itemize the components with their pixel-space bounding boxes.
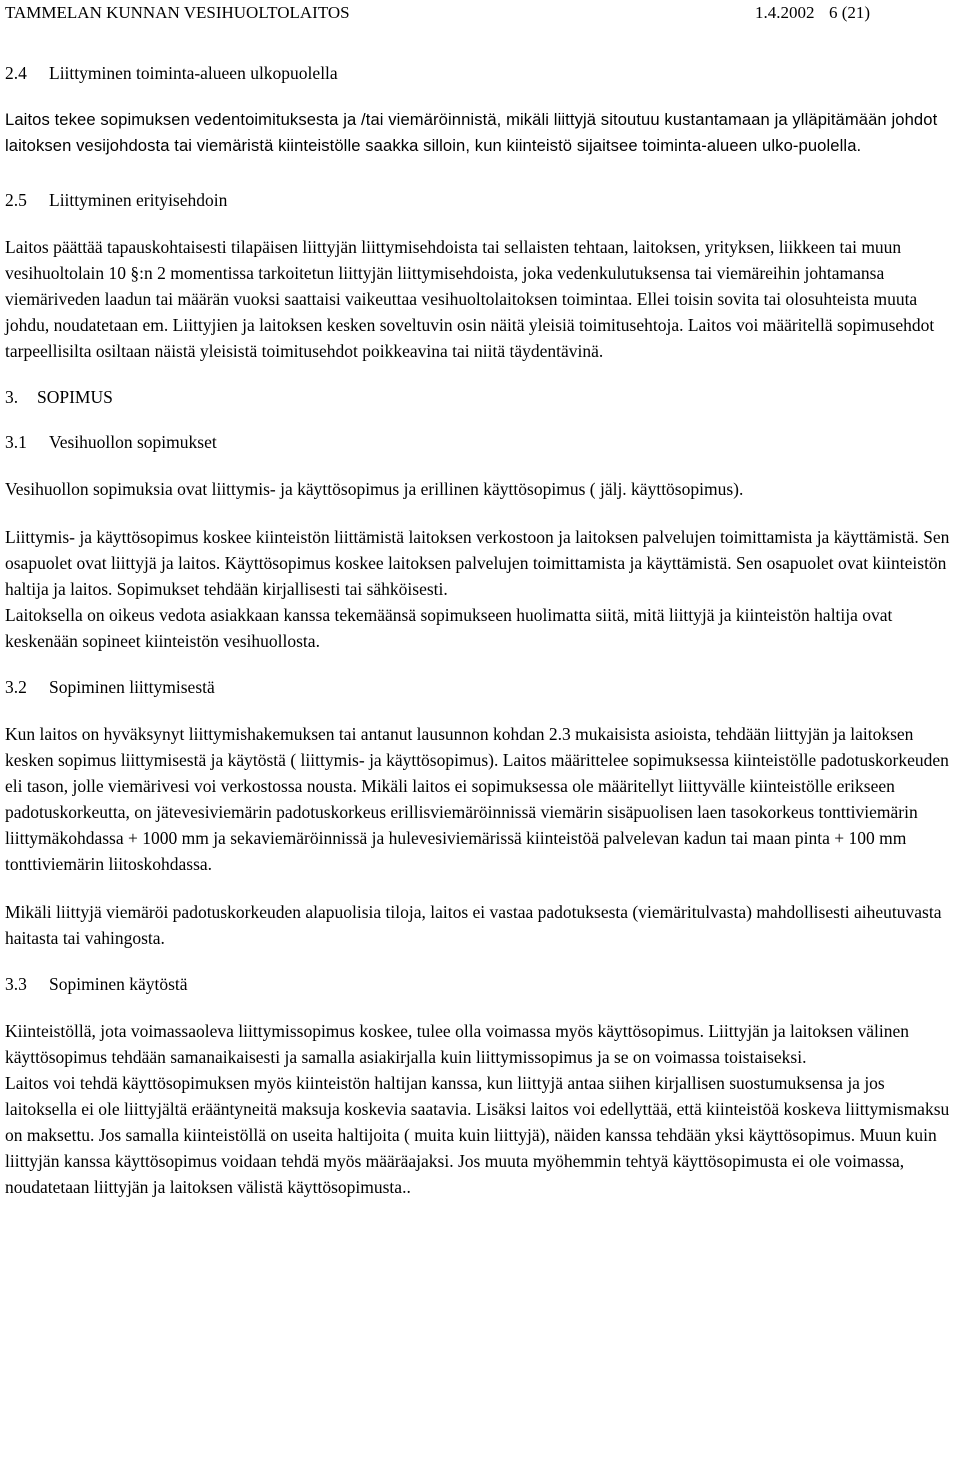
paragraph: Vesihuollon sopimuksia ovat liittymis- ja käyttösopimus ja erillinen käyttösopimus ( jälj. käyttösopimus). bbox=[5, 479, 744, 499]
section-title: Sopiminen liittymisestä bbox=[49, 677, 215, 697]
paragraph: Laitos voi tehdä käyttösopimuksen myös kiinteistön haltijan kanssa, kun liittyjä antaa siihen kirjallisen suostumuksensa ja jos laitoksella ei ole liittyjältä erääntyneitä maksuja koskevia saatavia. Lisäksi laitos voi edellyttää, että kiinteistöä koskeva liittymismaksu on maksettu. Jos samalla kiinteistöllä on useita haltijoita ( muita kuin liittyjä), näiden kanssa tehdään yksi käyttösopimus. Muun kuin liittyjän kanssa käyttösopimus voidaan tehdä myös määräajaksi. Jos muuta myöhemmin tehtyä käyttösopimusta ei ole voimassa, noudatetaan liittyjän ja laitoksen välistä käyttösopimusta.. bbox=[5, 1073, 950, 1197]
section-heading bbox=[5, 386, 957, 409]
paragraph: Laitos päättää tapauskohtaisesti tilapäisen liittyjän liittymisehdoista tai sellaisten tehtaan, laitoksen, yrityksen, liikkeen tai muun vesihuoltolain 10 §:n 2 momentissa tarkoitetun liittyjän liittymisehdoista, joka vedenkulutuksensa tai viemäreihin johtamansa viemäriveden laadun tai määrän vuoksi saattaisi vaikeuttaa vesihuoltolaitoksen toimintaa. Ellei toisin sovita tai olosuhteista muuta johdu, noudatetaan em. Liittyjien ja laitoksen kesken soveltuvin osin näitä yleisiä toimitusehtoja. Laitos voi määritellä sopimusehdot tarpeellisilta osiltaan näistä yleisistä toimitusehdot poikkeavina tai niitä täydentävinä. bbox=[5, 237, 935, 361]
section-number: 2.5 bbox=[5, 190, 27, 210]
section-number: 3.1 bbox=[5, 432, 27, 452]
section-heading bbox=[5, 676, 957, 699]
paragraph: Laitoksella on oikeus vedota asiakkaan kanssa tekemäänsä sopimukseen huolimatta siitä, mitä liittyjä ja kiinteistön haltija ovat keskenään sopineet kiinteistön vesihuollosta. bbox=[5, 605, 893, 651]
header-page-number: 6 (21) bbox=[829, 3, 871, 22]
header-date: 1.4.2002 bbox=[755, 3, 815, 22]
paragraph: Kiinteistöllä, jota voimassaoleva liittymissopimus koskee, tulee olla voimassa myös käyttösopimus. Liittyjän ja laitoksen välinen käyttösopimus tehdään samanaikaisesti ja samalla asiakirjalla kuin liittymissopimus ja se on voimassa toistaiseksi. bbox=[5, 1021, 910, 1067]
section-number: 2.4 bbox=[5, 63, 27, 83]
section-heading bbox=[5, 431, 957, 454]
header-title: TAMMELAN KUNNAN VESIHUOLTOLAITOS bbox=[5, 3, 350, 22]
section-number: 3.3 bbox=[5, 974, 27, 994]
page-header bbox=[5, 0, 955, 26]
paragraph: Mikäli liittyjä viemäröi padotuskorkeuden alapuolisia tiloja, laitos ei vastaa padotuksesta (viemäritulvasta) mahdollisesti aiheutuvasta haitasta tai vahingosta. bbox=[5, 902, 942, 948]
section-heading bbox=[5, 973, 957, 996]
section-title: Liittyminen erityisehdoin bbox=[49, 190, 228, 210]
section-heading bbox=[5, 189, 957, 212]
section-number: 3.2 bbox=[5, 677, 27, 697]
section-number: 3. bbox=[5, 387, 19, 407]
paragraph: Kun laitos on hyväksynyt liittymishakemuksen tai antanut lausunnon kohdan 2.3 mukaisista asioista, tehdään liittyjän ja laitoksen kesken sopimus liittymisestä ja käytöstä ( liittymis- ja käyttösopimus). Laitos määrittelee sopimuksessa kiinteistölle padotuskorkeuden eli tason, jolle viemärivesi voi verkostossa nousta. Mikäli laitos ei sopimuksessa ole määritellyt liittyvälle kiinteistölle erikseen padotuskorkeutta, on jätevesiviemärin padotuskorkeus erillisviemäröinnissä viemärin sisäpuolisen laen tasokorkeus tonttiviemärin liittymäkohdassa + 1000 mm ja sekaviemäröinnissä ja hulevesiviemärissä kiinteistöä palvelevan kadun tai maan pinta + 100 mm tonttiviemärin liitoskohdassa. bbox=[5, 724, 949, 874]
paragraph: Laitos tekee sopimuksen vedentoimituksesta ja /tai viemäröinnistä, mikäli liittyjä sitoutuu kustantamaan ja ylläpitämään johdot laitoksen vesijohdosta tai viemäristä kiinteistölle saakka silloin, kun kiinteistö sijaitsee toiminta-alueen ulko-puolella. bbox=[5, 110, 938, 155]
paragraph: Liittymis- ja käyttösopimus koskee kiinteistön liittämistä laitoksen verkostoon ja laitoksen palvelujen toimittamista ja käyttämistä. Sen osapuolet ovat liittyjä ja laitos. Käyttösopimus koskee laitoksen palvelujen toimittamista ja käyttämistä. Sen osapuolet ovat kiinteistön haltija ja laitos. Sopimukset tehdään kirjallisesti tai sähköisesti. bbox=[5, 527, 950, 599]
section-title: SOPIMUS bbox=[37, 387, 113, 407]
section-title: Sopiminen käytöstä bbox=[49, 974, 188, 994]
section-heading bbox=[5, 62, 957, 85]
section-title: Vesihuollon sopimukset bbox=[49, 432, 217, 452]
document-body bbox=[5, 62, 957, 1200]
section-title: Liittyminen toiminta-alueen ulkopuolella bbox=[49, 63, 338, 83]
